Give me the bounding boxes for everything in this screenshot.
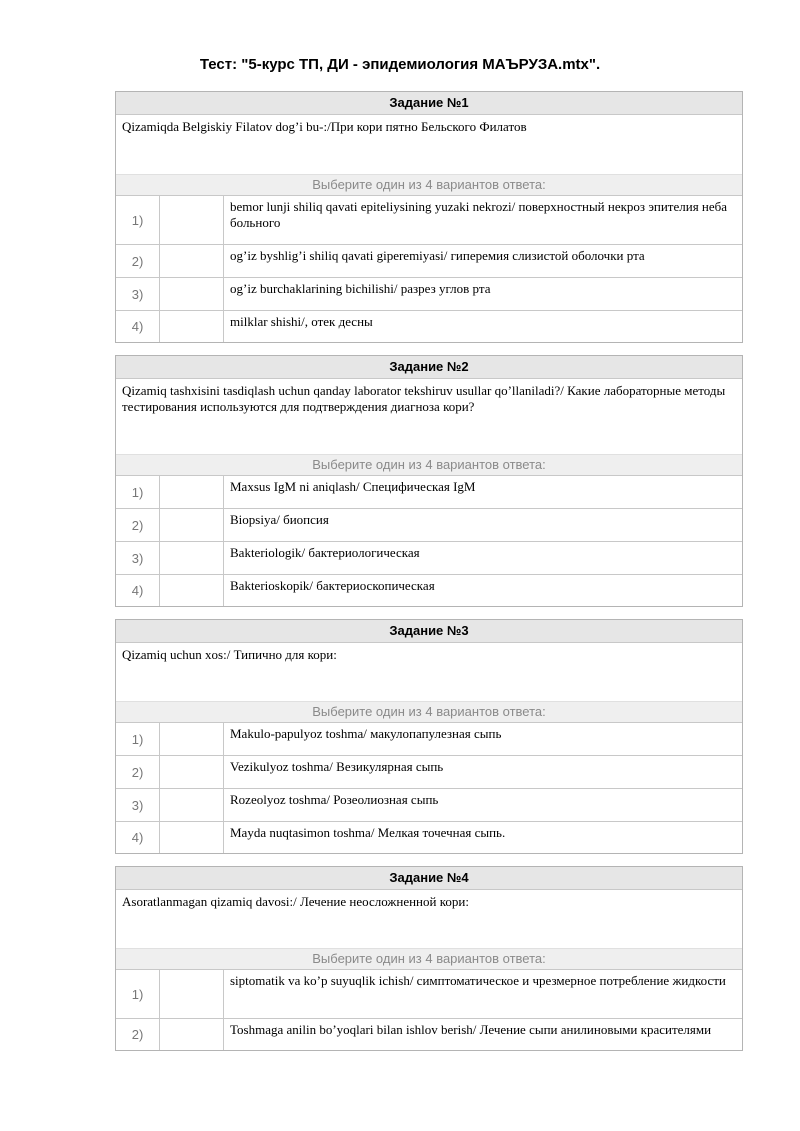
- answer-checkbox[interactable]: [160, 970, 224, 1018]
- answer-checkbox[interactable]: [160, 789, 224, 821]
- answer-checkbox[interactable]: [160, 542, 224, 574]
- choose-label: Выберите один из 4 вариантов ответа:: [116, 948, 742, 970]
- answer-option-2[interactable]: [116, 1019, 742, 1050]
- option-number: 4): [116, 575, 160, 606]
- option-text: Toshmaga anilin bo’yoqlari bilan ishlov berish/ Лечение сыпи анилиновыми красителями: [230, 1022, 712, 1037]
- answer-checkbox[interactable]: [160, 476, 224, 508]
- option-text: Bakteriologik/ бактериологическая: [230, 545, 420, 560]
- question-text: Qizamiq uchun xos:/ Типично для кори:: [122, 647, 337, 662]
- option-text: Vezikulyoz toshma/ Везикулярная сыпь: [230, 759, 444, 774]
- answer-option-3[interactable]: [116, 542, 742, 575]
- option-text: bemor lunji shiliq qavati epiteliysining yuzaki nekrozi/ поверхностный некроз эпителия неба больного: [230, 199, 728, 230]
- option-text: Rozeolyoz toshma/ Розеолиозная сыпь: [230, 792, 439, 807]
- page-title: Тест: "5-курс ТП, ДИ - эпидемиология МАЪРУЗА.mtx".: [199, 56, 601, 73]
- answer-checkbox[interactable]: [160, 822, 224, 853]
- task-header: Задание №2: [116, 356, 742, 379]
- task-1: [115, 91, 743, 343]
- option-text: Biopsiya/ биопсия: [230, 512, 329, 527]
- task-3: [115, 619, 743, 854]
- option-number: 1): [116, 723, 160, 755]
- answer-checkbox[interactable]: [160, 278, 224, 310]
- answer-option-3[interactable]: [116, 278, 742, 311]
- answer-option-4[interactable]: [116, 575, 742, 606]
- answer-option-4[interactable]: [116, 311, 742, 342]
- question-text: Qizamiq tashxisini tasdiqlash uchun qanday laborator tekshiruv usullar qo’llaniladi?/ Какие лабораторные методы тестирования используются для подтверждения диагноза кори?: [122, 383, 726, 414]
- choose-label: Выберите один из 4 вариантов ответа:: [116, 454, 742, 476]
- option-text: Makulo-papulyoz toshma/ макулопапулезная сыпь: [230, 726, 502, 741]
- answer-option-1[interactable]: [116, 970, 742, 1019]
- answer-option-4[interactable]: [116, 822, 742, 853]
- answer-checkbox[interactable]: [160, 509, 224, 541]
- answer-checkbox[interactable]: [160, 196, 224, 244]
- choose-label: Выберите один из 4 вариантов ответа:: [116, 701, 742, 723]
- answer-option-1[interactable]: [116, 476, 742, 509]
- option-number: 3): [116, 542, 160, 574]
- answer-checkbox[interactable]: [160, 723, 224, 755]
- question-text: Asoratlanmagan qizamiq davosi:/ Лечение неосложненной кори:: [122, 894, 469, 909]
- answer-option-3[interactable]: [116, 789, 742, 822]
- option-number: 3): [116, 278, 160, 310]
- task-2: [115, 355, 743, 607]
- answer-option-2[interactable]: [116, 509, 742, 542]
- option-text: Mayda nuqtasimon toshma/ Мелкая точечная сыпь.: [230, 825, 506, 840]
- option-number: 2): [116, 245, 160, 277]
- option-text: og’iz burchaklarining bichilishi/ разрез углов рта: [230, 281, 491, 296]
- task-header: Задание №1: [116, 92, 742, 115]
- option-number: 1): [116, 196, 160, 244]
- answer-option-1[interactable]: [116, 723, 742, 756]
- task-4: [115, 866, 743, 1051]
- answer-checkbox[interactable]: [160, 756, 224, 788]
- option-text: Bakterioskopik/ бактериоскопическая: [230, 578, 435, 593]
- option-number: 1): [116, 970, 160, 1018]
- answer-checkbox[interactable]: [160, 245, 224, 277]
- option-number: 2): [116, 509, 160, 541]
- choose-label: Выберите один из 4 вариантов ответа:: [116, 174, 742, 196]
- option-number: 4): [116, 822, 160, 853]
- option-text: og’iz byshlig’i shiliq qavati giperemiyasi/ гиперемия слизистой оболочки рта: [230, 248, 645, 263]
- answer-checkbox[interactable]: [160, 311, 224, 342]
- option-number: 3): [116, 789, 160, 821]
- option-text: milklar shishi/, отек десны: [230, 314, 373, 329]
- option-number: 1): [116, 476, 160, 508]
- option-number: 2): [116, 756, 160, 788]
- answer-checkbox[interactable]: [160, 575, 224, 606]
- answer-option-2[interactable]: [116, 245, 742, 278]
- task-header: Задание №3: [116, 620, 742, 643]
- option-text: siptomatik va ko’p suyuqlik ichish/ симптоматическое и чрезмерное потребление жидкости: [230, 973, 726, 988]
- task-header: Задание №4: [116, 867, 742, 890]
- question-text: Qizamiqda Belgiskiy Filatov dog’i bu-:/При кори пятно Бельского Филатов: [122, 119, 527, 134]
- option-number: 4): [116, 311, 160, 342]
- answer-checkbox[interactable]: [160, 1019, 224, 1050]
- answer-option-1[interactable]: [116, 196, 742, 245]
- option-text: Maxsus IgM ni aniqlash/ Специфическая IgM: [230, 479, 476, 494]
- option-number: 2): [116, 1019, 160, 1050]
- answer-option-2[interactable]: [116, 756, 742, 789]
